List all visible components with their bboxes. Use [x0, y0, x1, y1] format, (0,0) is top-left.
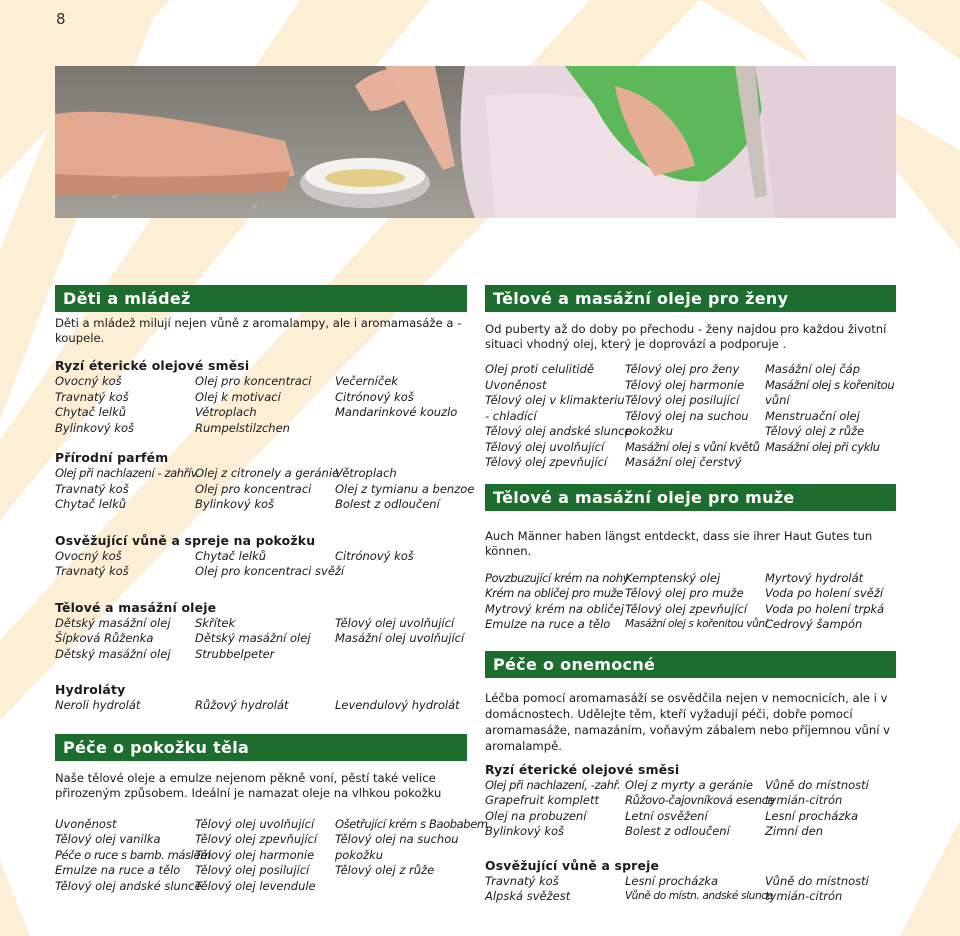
list-item: Tělový olej andské slunce — [485, 424, 632, 438]
intro-skin-care: Naše tělové oleje a emulze nejenom pěkně voní, pěstí také velice přirozeným způsobem. Ideální je namazat oleje na vlhkou pokožku — [55, 770, 442, 800]
list-item: Větroplach — [195, 405, 257, 419]
list-item: Tělový olej v klimakteriu — [485, 393, 625, 407]
list-item: Mandarinkové kouzlo — [335, 405, 458, 419]
list-item: Citrónový koš — [335, 389, 414, 404]
page-number: 8 — [56, 10, 66, 28]
heading-fresh-scents: Osvěžující vůně a spreje na pokožku — [55, 532, 316, 548]
list-item: Masážní olej čerstvý — [625, 455, 742, 469]
section-banner-children: Děti a mládež — [55, 285, 467, 312]
list-essential-blends — [55, 374, 467, 436]
list-item: Strubbelpeter — [195, 646, 275, 661]
list-item: Bolest z odloučení — [335, 497, 440, 511]
list-item: Masážní olej s vůní květů — [625, 439, 760, 454]
list-item: Travnatý koš — [485, 873, 559, 888]
heading-hydrolates: Hydroláty — [55, 682, 126, 697]
list-item: Tělový olej z růže — [335, 863, 435, 877]
list-item: Masážní olej při cyklu — [765, 439, 880, 454]
list-item: pokožku — [625, 424, 674, 438]
list-item: Dětský masážní olej — [55, 615, 171, 630]
list-item: Tělový olej pro muže — [625, 586, 744, 600]
list-item: Rumpelstilzchen — [195, 420, 290, 435]
list-item: Krém na obličej pro muže — [485, 586, 623, 600]
section-banner-sick-care: Péče o onemocné — [485, 651, 896, 678]
section-banner-men: Tělové a masážní oleje pro muže — [485, 484, 896, 511]
list-women-oils — [485, 362, 896, 471]
list-hydrolates — [55, 698, 467, 714]
list-item: - chladící — [485, 408, 537, 423]
list-item: Vůně do místnosti — [765, 873, 869, 888]
list-item: Bylinkový koš — [55, 420, 135, 435]
heading-essential-blends-right: Ryzí éterické olejové směsi — [485, 761, 680, 777]
list-item: Tělový olej zpevňující — [625, 601, 748, 616]
list-item: Tělový olej posilující — [195, 863, 310, 877]
list-item: Olej na probuzení — [485, 808, 587, 823]
list-item: Levendulový hydrolát — [335, 698, 460, 712]
list-item: Bolest z odloučení — [625, 824, 730, 838]
list-item: Masážní olej s kořenitou — [765, 377, 895, 392]
list-item: Masážní olej s kořenitou vůní — [625, 618, 768, 630]
list-item: Alpská svěžest — [485, 889, 571, 903]
list-item: Travnatý koš — [55, 389, 129, 404]
list-fresh-scents — [55, 549, 467, 580]
list-item: Ošetřující krém s Baobabem — [335, 816, 488, 831]
list-item: Bylinkový koš — [195, 497, 275, 511]
list-item: Olej při nachlazení, -zahř. — [485, 777, 621, 792]
list-item: Tělový olej harmonie — [195, 847, 315, 862]
list-item: Olej pro koncentraci svěží — [195, 564, 345, 578]
intro-women: Od puberty až do doby po přechodu - ženy najdou pro každou životní situaci vhodný olej, který je doprovází a podporuje . — [485, 322, 887, 351]
list-item: Travnatý koš — [55, 481, 129, 496]
list-item: Růžovo-čajovníková esence — [625, 793, 775, 807]
heading-natural-perfume: Přírodní parfém — [55, 450, 169, 465]
list-item: Uvoněnost — [55, 816, 117, 831]
list-item: vůní — [765, 393, 790, 407]
list-item: Olej pro koncentraci — [195, 374, 312, 388]
list-item: Péče o ruce s bamb. máslem — [55, 847, 211, 862]
list-item: Tělový olej na suchou — [335, 832, 459, 846]
list-item: Voda po holení trpká — [765, 601, 885, 616]
list-item: Chytač lelků — [55, 405, 127, 419]
list-item: Vůně do místn. andské slunce — [625, 890, 773, 902]
intro-men: Auch Männer haben längst entdeckt, dass sie ihrer Haut Gutes tun können. — [485, 528, 873, 558]
list-item: Travnatý koš — [55, 564, 129, 578]
list-item: Emulze na ruce a tělo — [485, 617, 611, 631]
left-column — [55, 285, 488, 894]
list-item: Tělový olej zpevňující — [195, 832, 318, 846]
list-item: Tělový olej zpevňující — [485, 455, 608, 469]
list-item: tymián-citrón — [765, 889, 843, 903]
intro-sick-care: Léčba pomocí aromamasáží se osvědčila nejen v nemocnicích, ale i v domácnostech. Udělejte těm, kteří vyžadují péči, dobře pomocí aromamasáže, namazáním, voňavým zábalem nebo příjemnou vůní v aromalampě. — [485, 690, 891, 753]
photo-children-hands — [55, 66, 896, 218]
list-item: Ovocný koš — [55, 374, 122, 388]
list-item: Tělový olej levendule — [195, 878, 316, 893]
list-item: Cedrový šampón — [765, 617, 863, 631]
list-item: Emulze na ruce a tělo — [55, 863, 181, 877]
list-item: Lesní procházka — [765, 808, 859, 823]
list-item: Tělový olej andské slunce — [55, 878, 202, 893]
list-skin-care — [55, 816, 488, 895]
list-men-oils — [485, 571, 896, 633]
list-item: Skřítek — [195, 615, 236, 630]
list-essential-blends-right — [485, 778, 896, 840]
list-natural-perfume — [55, 466, 475, 513]
list-item: Tělový olej pro ženy — [625, 362, 740, 376]
list-item: Olej k motivaci — [195, 389, 281, 404]
list-item — [335, 647, 467, 663]
list-item: Uvoněnost — [485, 377, 547, 392]
list-item: Olej pro koncentraci — [195, 481, 312, 496]
list-item: tymián-citrón — [765, 793, 843, 807]
list-item: Citrónový koš — [335, 548, 414, 563]
list-item: Tělový olej uvolňující — [485, 439, 605, 454]
list-item: Neroli hydrolát — [55, 698, 141, 712]
list-item: Večerníček — [335, 374, 398, 388]
list-item: Olej z tymianu a benzoe — [335, 481, 475, 496]
list-item: Kemptenský olej — [625, 570, 721, 585]
list-item: Tělový olej uvolňující — [335, 615, 455, 630]
list-item: Dětský masážní olej — [195, 631, 311, 645]
list-item: Bylinkový koš — [485, 824, 565, 838]
list-body-oils — [55, 616, 467, 663]
list-item: Olej z myrty a geránie — [625, 777, 753, 792]
section-banner-skin-care: Péče o pokožku těla — [55, 734, 467, 761]
right-column — [485, 285, 896, 905]
intro-children: Děti a mládež milují nejen vůně z aromalampy, ale i aromamasáže a -koupele. — [55, 316, 462, 345]
list-item: Olej proti celulitidě — [485, 362, 594, 376]
list-item: Vůně do místnosti — [765, 777, 869, 792]
list-item: Lesní procházka — [625, 873, 719, 888]
list-item: Tělový olej harmonie — [625, 377, 745, 392]
list-item: Chytač lelků — [195, 548, 267, 563]
list-item: Povzbuzující krém na nohy — [485, 570, 630, 585]
list-item — [765, 455, 896, 471]
list-fresh-scents-right — [485, 874, 896, 905]
list-item: Mytrový krém na obličej — [485, 601, 624, 616]
list-item: Ovocný koš — [55, 548, 122, 563]
list-item: Olej při nachlazení - zahřív. — [55, 466, 200, 480]
list-item: Masážní olej uvolňující — [335, 631, 465, 645]
list-item: Větroplach — [335, 466, 397, 480]
list-item — [335, 564, 467, 580]
list-item: Letní osvěžení — [625, 808, 708, 823]
list-item: Menstruační olej — [765, 408, 860, 423]
list-item: Růžový hydrolát — [195, 698, 289, 712]
list-item: Tělový olej vanilka — [55, 832, 161, 846]
list-item: Zimní den — [765, 824, 824, 838]
list-item: pokožku — [335, 847, 384, 862]
section-banner-women: Tělové a masážní oleje pro ženy — [485, 285, 896, 312]
list-item: Masážní olej čáp — [765, 362, 861, 376]
list-item: Tělový olej posilující — [625, 393, 740, 407]
heading-body-oils: Tělové a masážní oleje — [55, 599, 217, 615]
list-item — [335, 879, 467, 895]
list-item: Voda po holení svěží — [765, 586, 884, 600]
list-item: Olej z citronely a geránie — [195, 466, 340, 480]
list-item: Šípková Růženka — [55, 631, 154, 645]
list-item: Grapefruit komplett — [485, 793, 599, 807]
list-item: Tělový olej uvolňující — [195, 816, 315, 831]
list-item — [335, 421, 467, 437]
list-item: Dětský masážní olej — [55, 646, 171, 661]
list-item: Tělový olej na suchou — [625, 408, 749, 423]
heading-fresh-scents-right: Osvěžující vůně a spreje — [485, 857, 660, 873]
list-item: Myrtový hydrolát — [765, 570, 864, 585]
heading-essential-blends: Ryzí éterické olejové směsi — [55, 358, 250, 373]
list-item: Chytač lelků — [55, 497, 127, 511]
list-item: Tělový olej z růže — [765, 424, 865, 438]
